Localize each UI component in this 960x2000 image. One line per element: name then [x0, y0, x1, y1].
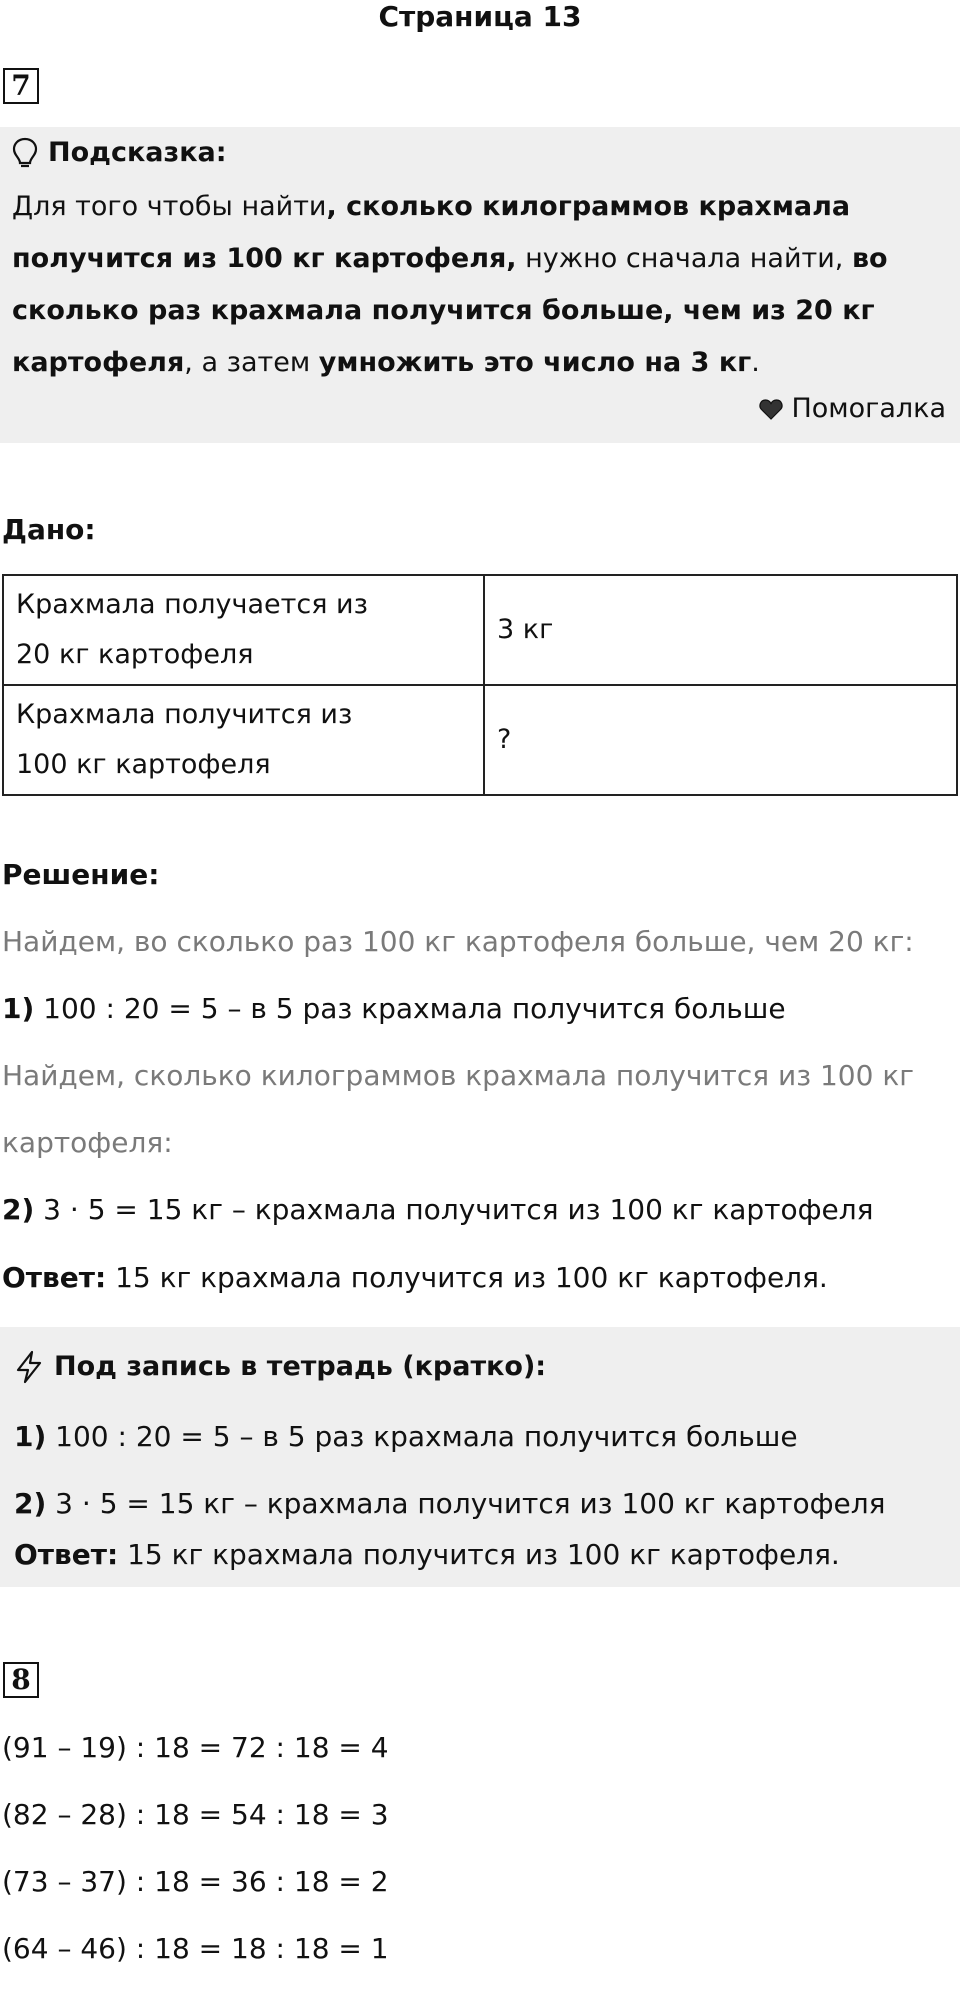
- table-row: [3, 685, 957, 795]
- hint-text-part: , сколько килограммов крахмала получится из 100 кг картофеля,: [12, 191, 851, 274]
- hint-text-part: во сколько раз крахмала получится больше, чем из 20 кг картофеля: [12, 243, 888, 378]
- step-text: 3 · 5 = 15 кг – крахмала получится из 100 кг картофеля: [34, 1193, 874, 1226]
- notebook-heading: [14, 1347, 546, 1387]
- table-cell-line: 20 кг картофеля: [16, 639, 254, 670]
- page-title: Страница 13: [378, 0, 582, 33]
- task-8-line: (73 – 37) : 18 = 36 : 18 = 2: [2, 1865, 389, 1898]
- table-cell-line: Крахмала получится из: [16, 699, 353, 730]
- step-number: 2): [2, 1193, 35, 1226]
- solution-step-1: [2, 989, 786, 1029]
- task-8-line: (64 – 46) : 18 = 18 : 18 = 1: [2, 1932, 389, 1965]
- hint-credit-text: Помогалка: [791, 393, 946, 424]
- notebook-block: [0, 1327, 960, 1587]
- notebook-heading-text: Под запись в тетрадь (кратко):: [54, 1351, 547, 1382]
- solution-answer: [2, 1258, 828, 1298]
- answer-text: 15 кг крахмала получится из 100 кг картофеля.: [118, 1538, 840, 1571]
- given-table: [2, 574, 958, 796]
- solution-comment: картофеля:: [2, 1126, 173, 1159]
- step-text: 3 · 5 = 15 кг – крахмала получится из 100 кг картофеля: [46, 1487, 886, 1520]
- step-number: 1): [14, 1420, 47, 1453]
- step-text: 100 : 20 = 5 – в 5 раз крахмала получится больше: [34, 992, 786, 1025]
- solution-comment: Найдем, сколько килограммов крахмала получится из 100 кг: [2, 1059, 914, 1092]
- task-8-line: (82 – 28) : 18 = 54 : 18 = 3: [2, 1798, 389, 1831]
- task-7-number: 7: [3, 68, 39, 104]
- task-8-line: (91 – 19) : 18 = 72 : 18 = 4: [2, 1731, 389, 1764]
- table-cell-value: ?: [484, 685, 957, 795]
- hint-text-part: Для того чтобы найти: [12, 191, 327, 222]
- hint-heading-text: Подсказка:: [48, 137, 227, 168]
- table-cell-line: Крахмала получается из: [16, 589, 368, 620]
- notebook-answer: [14, 1535, 840, 1575]
- solution-step-2: [2, 1190, 874, 1230]
- step-number: 2): [14, 1487, 47, 1520]
- solution-comment: Найдем, во сколько раз 100 кг картофеля больше, чем 20 кг:: [2, 925, 914, 958]
- given-label: Дано:: [2, 513, 96, 546]
- answer-label: Ответ:: [14, 1538, 119, 1571]
- step-number: 1): [2, 992, 35, 1025]
- step-text: 100 : 20 = 5 – в 5 раз крахмала получится больше: [46, 1420, 798, 1453]
- hint-text: [12, 181, 942, 389]
- lightning-icon: [14, 1350, 44, 1384]
- heart-icon: [759, 398, 783, 420]
- lightbulb-icon: [12, 137, 38, 169]
- table-row: [3, 575, 957, 685]
- task-8-number: 8: [3, 1662, 39, 1698]
- hint-text-part: , а затем: [184, 347, 319, 378]
- hint-block: [0, 127, 960, 443]
- notebook-step-1: [14, 1417, 798, 1457]
- table-cell-label: [3, 575, 484, 685]
- answer-text: 15 кг крахмала получится из 100 кг картофеля.: [106, 1261, 828, 1294]
- hint-text-part: нужно сначала найти,: [516, 243, 852, 274]
- table-cell-label: [3, 685, 484, 795]
- hint-text-part: умножить это число на 3 кг: [318, 347, 752, 378]
- hint-heading: [12, 133, 227, 173]
- hint-credit: [759, 389, 946, 429]
- hint-text-part: .: [751, 347, 760, 378]
- notebook-step-2: [14, 1484, 886, 1524]
- table-cell-line: 100 кг картофеля: [16, 749, 271, 780]
- table-cell-value: 3 кг: [484, 575, 957, 685]
- answer-label: Ответ:: [2, 1261, 107, 1294]
- solution-label: Решение:: [2, 858, 160, 891]
